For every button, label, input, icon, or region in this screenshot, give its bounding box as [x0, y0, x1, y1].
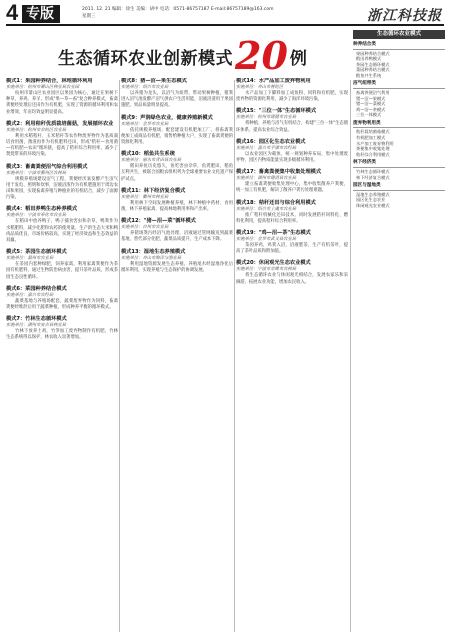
headline-text: 生态循环农业创新模式	[58, 48, 233, 69]
article	[236, 108, 348, 133]
article-subtitle: 实施单位：杭州市余杭区农业局	[6, 127, 67, 133]
sidebar-item: 猪—沼—果模式	[356, 95, 386, 101]
article-title: 模式14：水产品加工废弃物利用	[236, 78, 311, 84]
sidebar-group	[353, 81, 445, 117]
article	[121, 249, 233, 274]
article-subtitle: 实施单位：金华市农业局	[121, 121, 169, 127]
article-subtitle: 实施单位：宁波市奉化市农业局	[6, 213, 67, 219]
sidebar-item: 休闲观光农业模式	[356, 202, 390, 208]
article-subtitle: 实施单位：湖州市安吉县林业局	[6, 323, 67, 329]
section-tag: 专版	[22, 5, 60, 23]
article-title: 模式9：声润绿色农业，健康养殖新模式	[121, 114, 213, 121]
article-body: 在茶园内套种绿肥，饲养家禽，利用家禽粪便作为茶园有机肥料，通过生物防治病虫害，提升茶叶品质，形成茶园生态良性循环。	[6, 262, 118, 280]
editor-info: 2011. 12. 21 编辑：徐生 美编：胡中 电话：0571-86757187 E-mail:86757189@163.com	[82, 7, 274, 12]
article	[121, 115, 233, 147]
sidebar-item: 菜园种养结合模式	[356, 67, 390, 73]
sidebar-item: 稻田养鸭模式	[356, 56, 382, 62]
article-body: 以农业园区为载体，统一规划种养布局，集中处理废弃物，园区内物质能量实现多级循环利用。	[236, 151, 348, 164]
article-subtitle: 实施单位：绍兴市农业局	[121, 85, 169, 90]
article-title: 模式15："三位一体"生态循环模式	[236, 108, 317, 115]
article-body: 水产品加工下脚料加工成鱼粉、饲料和有机肥，实现废弃物的资源化利用，减少了海洋环境污染。	[236, 91, 348, 103]
sidebar-item: 湿地生态养殖模式	[356, 191, 390, 197]
article-subtitle: 实施单位：宁波市鄞州区农林局	[6, 170, 67, 176]
article-title: 模式8：猪—沼—果生态模式	[121, 78, 187, 84]
article-body: 利用林下空间发展种植养殖，林下种植中药材、食用菌，林下养殖家禽，提高林地利用率和产出率。	[121, 200, 233, 213]
weekday: 星期三	[82, 14, 96, 19]
article-subtitle: 实施单位：湖州市德清县农业局	[236, 176, 297, 182]
article-body: 将种植、养殖与沼气有机结合，构建"三位一体"生态循环体系，提高农业综合效益。	[236, 121, 348, 133]
sidebar-item: 竹林生态循环模式	[356, 168, 390, 174]
article-body: 养猪场粪污经沼气池处理，沼液通过管网输送到蔬菜基地，替代部分化肥，蔬菜品质提升，生产成本下降。	[121, 231, 233, 243]
sidebar-item: 林下经济复合模式	[356, 174, 390, 180]
article-title: 模式17：畜禽粪便集中收集处理模式	[236, 169, 322, 176]
article-subtitle: 实施单位：丽水市青田县农业局	[121, 158, 182, 164]
article-body: 规模养殖场建设沼气工程，粪便经厌氧发酵产生沼气用于发电、照明和炊事，沼液沼渣作为有机肥施用于周边农田和果园，实现畜禽养殖与种植业的有机结合，减少了面源污染。	[6, 176, 118, 201]
sidebar-item: 果园种养结合模式	[356, 50, 390, 56]
article-title: 模式7：竹林生态循环模式	[6, 316, 67, 323]
article-title: 模式10：稻鱼共生系统	[121, 151, 175, 158]
headline-suffix: 例	[289, 48, 307, 69]
article	[236, 169, 348, 194]
sidebar-group	[353, 160, 445, 180]
article-column-1	[6, 78, 118, 634]
article	[121, 151, 233, 183]
article	[6, 78, 118, 116]
article	[121, 188, 233, 213]
article-title: 模式18：秸秆还田与综合利用模式	[236, 199, 316, 206]
sidebar-item: 三位一体模式	[356, 112, 382, 118]
article-title: 模式16：园区化生态农业模式	[236, 138, 306, 145]
sidebar-item: 水产加工废弃物利用	[356, 140, 394, 146]
headline-number: 20	[235, 33, 288, 78]
article-body: 建立畜禽粪便收集处理中心，集中收集散养户粪便，统一加工有机肥，解决了散养户粪污处理难题。	[236, 182, 348, 194]
article-column-3	[236, 78, 348, 634]
article-body: 利用水稻秸秆、玉米秸秆等农作物废弃物作为基质栽培食用菌，菌渣再作为有机肥料还田，形成"秸秆—食用菌—有机肥—农田"循环链，提高了秸秆综合利用率，减少了焚烧带来的环境污染。	[6, 133, 118, 158]
sidebar-item: 稻鱼共生系统	[356, 72, 382, 78]
sidebar-item: 猪—沼—菜模式	[356, 101, 386, 107]
article-subtitle: 实施单位：金华市武义县农业局	[236, 237, 297, 243]
article-body: 竹林下放养土鸡，竹笋加工废弃物制作有机肥，竹林生态系统得以保护，林农收入显著增加。	[6, 329, 118, 341]
sidebar-item: 鸡—沼—茶模式	[356, 106, 386, 112]
page-header	[6, 0, 444, 26]
article-subtitle: 实施单位：台州市农业局	[121, 225, 169, 231]
article-subtitle: 实施单位：绍兴市上虞市农业局	[236, 206, 297, 212]
article	[236, 78, 348, 103]
article	[6, 206, 118, 244]
article-title: 模式11：林下经济复合模式	[121, 187, 186, 194]
masthead-logo: 浙江科技报	[367, 8, 442, 24]
article-subtitle: 实施单位：衢州市林业局	[121, 194, 169, 200]
page-number: 4	[6, 0, 19, 25]
sidebar-category: 种养结合类	[353, 42, 445, 50]
article-body: 茶园养鸡，鸡粪入沼，沼液肥茶，生产有机茶叶，提高了茶叶品质和附加值。	[236, 243, 348, 255]
article-body: 利用湿地资源发展生态养殖，养殖尾水经湿地净化后循环利用，实现养殖与生态保护的协调发展。	[121, 261, 233, 273]
sidebar-heading: 生态循环农业模式	[353, 30, 445, 39]
sidebar-category: 沼气纽带类	[353, 81, 445, 89]
article	[236, 230, 348, 255]
sidebar-category: 林下经济类	[353, 160, 445, 168]
article-body: 依托规模养殖场，配套建设有机肥加工厂，将畜禽粪便加工成商品有机肥，销售给种植大户，实现了畜禽粪便的资源化利用。	[121, 127, 233, 146]
article-title: 模式1：果园种养结合，林地循环利用	[6, 78, 93, 84]
article	[236, 139, 348, 164]
article-subtitle: 实施单位：舟山市海洋与渔业局	[121, 255, 182, 261]
article-subtitle: 实施单位：嘉兴市平湖市农经局	[236, 145, 297, 151]
article-title: 模式19："鸡—沼—茶"生态模式	[236, 230, 311, 237]
column-divider	[119, 80, 120, 632]
sidebar-item: 园区化生态农业	[356, 197, 386, 203]
article	[121, 78, 233, 110]
sidebar-item: 秸秆综合利用模式	[356, 151, 390, 157]
article	[236, 200, 348, 225]
article-body: 以养猪为龙头，以沼气为纽带，带动果树种植，猪粪进入沼气池发酵产沼气供农户生活用能，沼液沼渣用于果园施肥，果品质量明显提高。	[121, 91, 233, 109]
column-divider	[234, 80, 235, 632]
sidebar-item: 秸秆栽培菌菇模式	[356, 129, 390, 135]
article-column-2	[121, 78, 233, 634]
article-subtitle: 实施单位：杭州市建德市农业局	[236, 115, 297, 121]
article	[6, 121, 118, 159]
article	[6, 316, 118, 341]
article-subtitle: 实施单位：温州市农业局	[6, 256, 54, 262]
article-body: 稻田养鱼历史悠久，鱼吃害虫杂草，鱼粪肥田，稻鱼互利共生，被联合国粮农组织列为全球重要农业文化遗产保护试点。	[121, 164, 233, 182]
article-title: 模式2：利用秸秆优质栽培菌菇，发展循环农业	[6, 120, 114, 127]
article-body: 在稻田中放养鸭子，鸭子捕食害虫和杂草，鸭粪作为水稻肥料，减少化肥和农药的使用量，生产的生态大米和鸭肉品质优良，市场价格较高，实现了经济效益和生态效益的双赢。	[6, 219, 118, 244]
article-title: 模式20：休闲观光生态农业模式	[236, 260, 311, 267]
article-subtitle: 实施单位：杭州市萧山区林业局农业园	[6, 85, 80, 90]
article	[6, 286, 118, 311]
article	[6, 249, 118, 281]
article-body: 杭州市萧山区农业园区以果园为核心，通过在果树下种草、养鸡、养羊，形成"果—草—畜"复合种养模式，畜禽粪便经处理后还田作为有机肥，实现了资源的循环利用和农业增效，年亩均效益明显提高。	[6, 91, 118, 115]
article	[6, 164, 118, 202]
article-title: 模式5：茶园生态循环模式	[6, 249, 67, 256]
article-title: 模式6：菜园种养结合模式	[6, 285, 67, 292]
article-subtitle: 实施单位：嘉兴市农经局	[6, 292, 54, 298]
sidebar-group	[353, 121, 445, 157]
article	[236, 260, 348, 285]
sidebar-category: 园区与湿地类	[353, 183, 445, 191]
article-title: 模式3：畜禽粪便沼气综合利用模式	[6, 163, 88, 170]
sidebar-group	[353, 42, 445, 78]
article-body: 蔬菜基地与养殖场配套，蔬菜废弃物作为饲料，畜禽粪便经堆沤后用于蔬菜种植，形成种养平衡的循环模式。	[6, 298, 118, 311]
sidebar-item: 畜禽粪便沼气利用	[356, 89, 390, 95]
sidebar-item: 茶园生态循环模式	[356, 61, 390, 67]
article-body: 将生态循环农业与休闲观光相结合，发展农家乐和采摘游，拓展农业功能，增加农民收入。	[236, 273, 348, 285]
sidebar-category: 废弃物利用类	[353, 121, 445, 129]
article-subtitle: 实施单位：舟山市普陀区	[236, 85, 284, 90]
column-divider	[350, 80, 351, 632]
article	[121, 218, 233, 243]
headline	[58, 33, 307, 78]
contents-sidebar	[353, 30, 445, 634]
article-title: 模式12："猪—沼—菜"循环模式	[121, 218, 196, 225]
article-title: 模式13：湿地生态养殖模式	[121, 248, 186, 255]
sidebar-item: 有机肥加工模式	[356, 135, 386, 141]
article-subtitle: 实施单位：宁波市余姚市农林局	[236, 267, 297, 273]
sidebar-item: 粪便集中收集处理	[356, 146, 390, 152]
article-title: 模式4：稻田养鸭生态种养模式	[6, 206, 78, 213]
sidebar-group	[353, 183, 445, 208]
article-body: 推广秸秆机械化还田技术，同时发展秸秆饲料化、燃料化利用，提高秸秆综合利用率。	[236, 212, 348, 224]
